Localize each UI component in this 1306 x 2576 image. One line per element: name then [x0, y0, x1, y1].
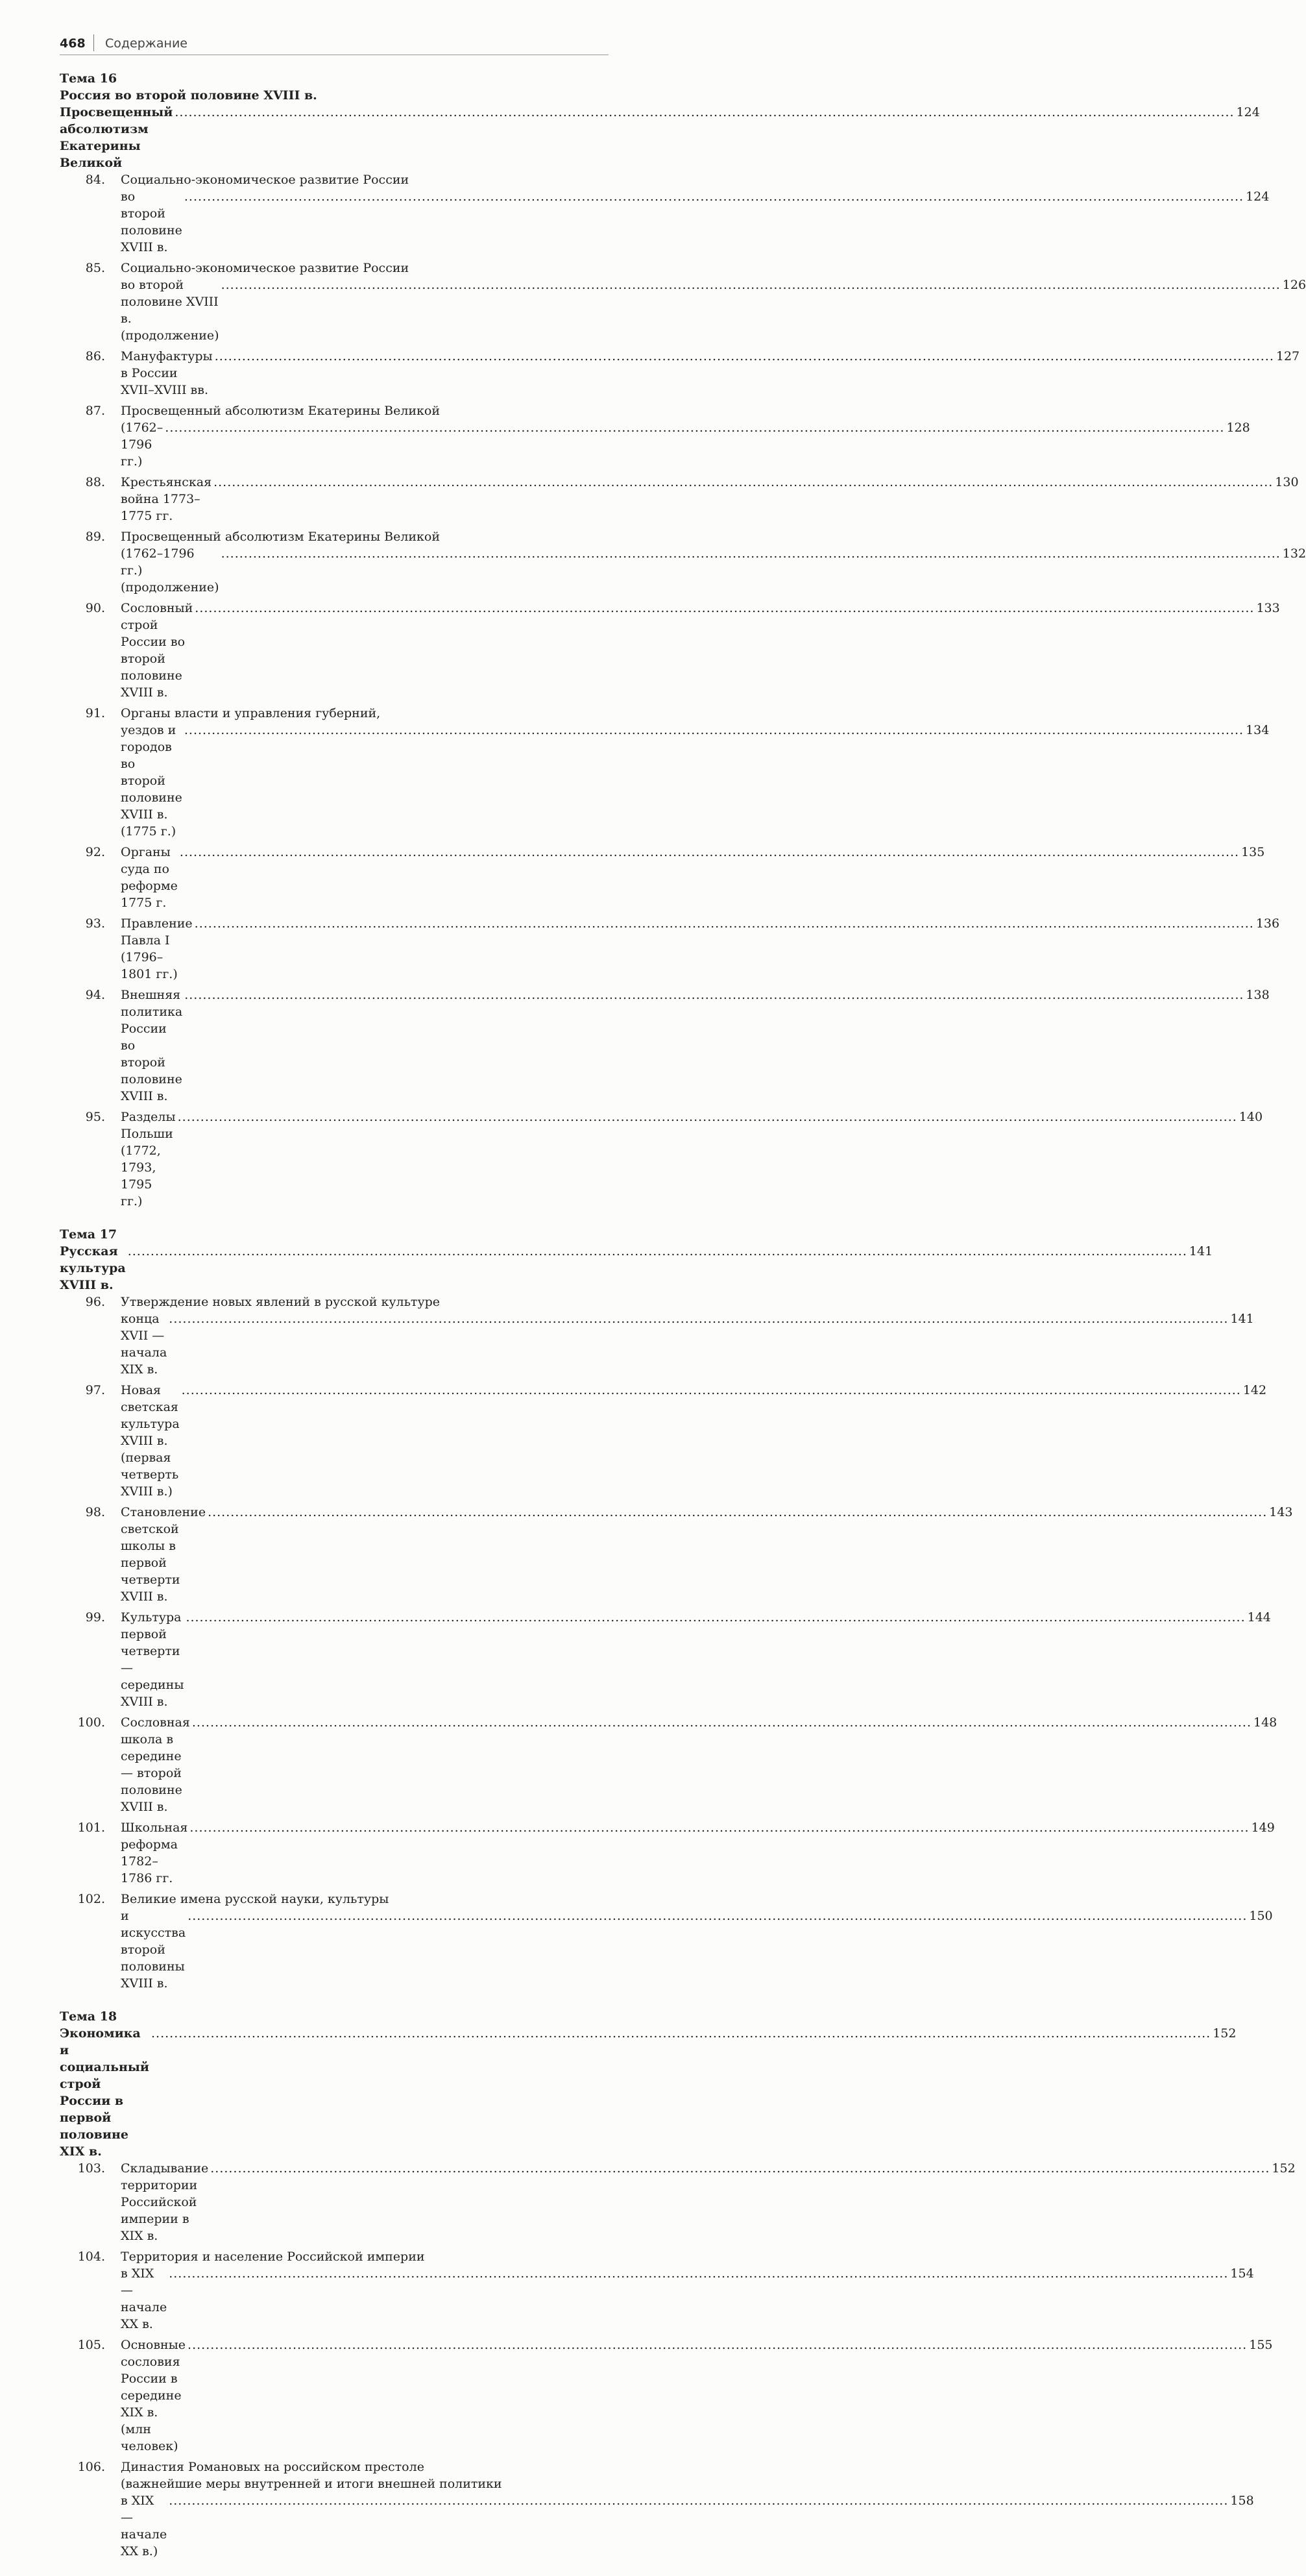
- entry-number: 99.: [85, 1610, 105, 1625]
- toc-entry[interactable]: [60, 705, 1270, 840]
- page-number: 468: [60, 36, 86, 51]
- dot-leader: [213, 474, 1273, 491]
- dot-leader: [187, 1907, 1247, 1924]
- dot-leader: [178, 1109, 1237, 1125]
- dot-leader: [184, 722, 1244, 739]
- dot-leader: [210, 2160, 1270, 2177]
- entry-body: [121, 1714, 1277, 1815]
- toc-entry[interactable]: [60, 1504, 1293, 1605]
- toc-entry[interactable]: [60, 600, 1280, 701]
- dot-leader: [175, 104, 1234, 121]
- entry-number: 105.: [77, 2338, 105, 2352]
- dot-leader: [187, 2337, 1247, 2353]
- entry-page-number: 143: [1269, 1505, 1293, 1519]
- entry-page-number: 133: [1256, 601, 1280, 615]
- table-of-contents: [60, 70, 1306, 2576]
- entry-text-line: Социально-экономическое развитие России: [121, 173, 409, 187]
- dot-leader: [184, 188, 1244, 205]
- topic-page-number: 124: [1236, 105, 1260, 119]
- toc-entry[interactable]: [60, 474, 1299, 524]
- topic-title[interactable]: [60, 104, 1260, 171]
- entry-body: [121, 474, 1299, 524]
- entry-last-line: [121, 474, 1299, 524]
- dot-leader: [195, 600, 1254, 617]
- entry-last-line: [121, 419, 1250, 470]
- dot-leader: [128, 1243, 1187, 1260]
- entry-text: Правление Павла I (1796–1801 гг.): [121, 916, 193, 981]
- entry-text-line: Династия Романовых на российском престоле: [121, 2460, 424, 2474]
- toc-entry[interactable]: [60, 2459, 1254, 2560]
- entry-text: уездов и городов во второй половине XVIII в. (1775 г.): [121, 723, 182, 839]
- entry-last-line: [121, 2265, 1254, 2333]
- entry-number: 92.: [85, 845, 105, 859]
- entry-number: 85.: [85, 261, 105, 275]
- entry-page-number: 127: [1276, 349, 1300, 363]
- entry-page-number: 152: [1272, 2161, 1296, 2176]
- entry-page-number: 158: [1230, 2494, 1254, 2508]
- entry-body: [121, 171, 1269, 256]
- header-divider: [93, 34, 94, 51]
- entry-body: [121, 1891, 1273, 1992]
- toc-entry[interactable]: [60, 844, 1265, 911]
- dot-leader: [221, 545, 1281, 562]
- toc-entry[interactable]: [60, 1609, 1271, 1710]
- entry-text-line: Социально-экономическое развитие России: [121, 261, 409, 275]
- entry-last-line: [121, 1907, 1273, 1992]
- entry-text: Мануфактуры в России XVII–XVIII вв.: [121, 349, 213, 397]
- entry-number: 97.: [85, 1383, 105, 1397]
- entry-number: 100.: [77, 1715, 105, 1730]
- entry-number: 84.: [85, 173, 105, 187]
- entry-text: и искусства второй половины XVIII в.: [121, 1909, 186, 1991]
- toc-entry[interactable]: [60, 987, 1270, 1105]
- entry-text: (1762–1796 гг.) (продолжение): [121, 546, 219, 595]
- entry-text-line: Просвещенный абсолютизм Екатерины Великой: [121, 530, 441, 544]
- topic-label: Тема 18: [60, 2009, 117, 2024]
- entry-text: во второй половине XVIII в.: [121, 190, 182, 254]
- dot-leader: [169, 1310, 1228, 1327]
- entry-text: в XIX — начале XX в.: [121, 2266, 167, 2331]
- entry-page-number: 141: [1230, 1312, 1254, 1326]
- entry-text: Органы суда по реформе 1775 г.: [121, 845, 178, 910]
- entry-body: [121, 705, 1269, 840]
- dot-leader: [192, 1714, 1252, 1731]
- entry-text: в XIX — начале XX в.): [121, 2494, 167, 2558]
- entry-last-line: [121, 2160, 1296, 2244]
- dot-leader: [151, 2025, 1211, 2042]
- entry-number: 93.: [85, 916, 105, 931]
- entry-text: Культура первой четверти — середины XVIII в.: [121, 1610, 184, 1709]
- entry-text: Внешняя политика России во второй половине XVIII в.: [121, 988, 183, 1103]
- entry-number: 98.: [85, 1505, 105, 1519]
- topic-title[interactable]: [60, 2025, 1237, 2160]
- entry-text-line: Великие имена русской науки, культуры: [121, 1892, 389, 1906]
- entry-page-number: 144: [1247, 1610, 1271, 1625]
- entry-last-line: [121, 987, 1270, 1105]
- toc-entry[interactable]: [60, 1382, 1267, 1500]
- toc-entry[interactable]: [60, 2248, 1254, 2333]
- dot-leader: [215, 348, 1274, 365]
- entry-page-number: 128: [1226, 421, 1250, 435]
- entry-number: 90.: [85, 601, 105, 615]
- entry-page-number: 154: [1230, 2266, 1254, 2281]
- topic-section: [60, 70, 1306, 1210]
- entry-body: [121, 2337, 1273, 2455]
- entry-body: [121, 528, 1306, 596]
- entry-page-number: 150: [1249, 1909, 1273, 1923]
- entry-body: [121, 1504, 1293, 1605]
- topic-label: Тема 16: [60, 71, 117, 86]
- entry-text: Сословный строй России во второй половине XVIII в.: [121, 601, 193, 700]
- dot-leader: [208, 1504, 1267, 1521]
- toc-entry[interactable]: [60, 171, 1270, 256]
- entry-number: 101.: [77, 1821, 105, 1835]
- entry-text-line: Территория и население Российской империи: [121, 2250, 425, 2264]
- entry-text: Крестьянская война 1773–1775 гг.: [121, 475, 212, 523]
- entry-text: (1762–1796 гг.): [121, 421, 163, 469]
- topic-title-text: Просвещенный абсолютизм Екатерины Великой: [60, 105, 173, 170]
- topic-page-number: 152: [1213, 2026, 1237, 2041]
- toc-entry[interactable]: [60, 402, 1250, 470]
- entry-number: 87.: [85, 404, 105, 418]
- entry-number: 86.: [85, 349, 105, 363]
- entry-text: Школьная реформа 1782–1786 гг.: [121, 1821, 188, 1885]
- entry-text: Основные сословия России в середине XIX в. (млн человек): [121, 2338, 186, 2453]
- entry-body: [121, 915, 1279, 983]
- entry-last-line: [121, 1609, 1271, 1710]
- toc-entry[interactable]: [60, 915, 1280, 983]
- entry-last-line: [121, 1819, 1275, 1887]
- entry-page-number: 155: [1249, 2338, 1273, 2352]
- entry-number: 89.: [85, 530, 105, 544]
- dot-leader: [169, 2265, 1228, 2282]
- toc-entry[interactable]: [60, 1714, 1277, 1815]
- entry-text: Сословная школа в середине — второй половине XVIII в.: [121, 1715, 190, 1814]
- topic-page-number: 141: [1189, 1244, 1213, 1258]
- entry-last-line: [121, 188, 1269, 256]
- entry-number: 91.: [85, 706, 105, 720]
- toc-entry[interactable]: [60, 2337, 1273, 2455]
- entry-body: [121, 1819, 1275, 1887]
- toc-entry[interactable]: [60, 528, 1306, 596]
- entry-last-line: [121, 1310, 1254, 1378]
- entry-page-number: 142: [1242, 1383, 1267, 1397]
- page-header: [60, 34, 609, 55]
- entry-number: 95.: [85, 1110, 105, 1124]
- entry-text: Становление светской школы в первой четверти XVIII в.: [121, 1505, 206, 1604]
- entry-body: [121, 402, 1250, 470]
- toc-entry[interactable]: [60, 2160, 1296, 2244]
- entry-last-line: [121, 1504, 1293, 1605]
- entry-body: [121, 1609, 1271, 1710]
- toc-entry[interactable]: [60, 348, 1300, 399]
- entry-last-line: [121, 348, 1300, 399]
- entry-last-line: [121, 915, 1279, 983]
- entry-body: [121, 987, 1270, 1105]
- toc-entry[interactable]: [60, 1294, 1254, 1378]
- entry-body: [121, 348, 1300, 399]
- dot-leader: [195, 915, 1254, 932]
- dot-leader: [169, 2492, 1228, 2509]
- entry-text: Новая светская культура XVIII в. (первая четверть XVIII в.): [121, 1383, 180, 1499]
- entry-last-line: [121, 1109, 1263, 1210]
- topic-title[interactable]: [60, 1243, 1213, 1294]
- entry-body: [121, 600, 1280, 701]
- entry-body: [121, 260, 1306, 344]
- entry-body: [121, 1294, 1254, 1378]
- entry-body: [121, 1382, 1266, 1500]
- running-title: Содержание: [105, 36, 187, 51]
- toc-entry[interactable]: [60, 260, 1306, 344]
- entry-text-line: Утверждение новых явлений в русской культуре: [121, 1295, 441, 1309]
- dot-leader: [180, 844, 1239, 861]
- dot-leader: [165, 419, 1224, 436]
- entry-number: 88.: [85, 475, 105, 489]
- topic-section: [60, 2008, 1296, 2560]
- entry-text: во второй половине XVIII в. (продолжение): [121, 278, 219, 343]
- dot-leader: [189, 1819, 1249, 1836]
- entry-last-line: [121, 600, 1280, 701]
- topic-title-text: Экономика и социальный строй России в первой половине XIX в.: [60, 2026, 150, 2159]
- entry-page-number: 132: [1282, 546, 1306, 561]
- entry-last-line: [121, 276, 1306, 344]
- entry-number: 104.: [77, 2250, 105, 2264]
- entry-text-line: Органы власти и управления губерний,: [121, 706, 381, 720]
- topic-title-line: Россия во второй половине XVIII в.: [60, 88, 317, 103]
- toc-entry[interactable]: [60, 1819, 1275, 1887]
- topic-label: Тема 17: [60, 1227, 117, 1242]
- dot-leader: [184, 987, 1244, 1003]
- entry-text: Разделы Польши (1772, 1793, 1795 гг.): [121, 1110, 176, 1208]
- entry-page-number: 149: [1251, 1821, 1275, 1835]
- entry-page-number: 148: [1253, 1715, 1277, 1730]
- entry-page-number: 135: [1241, 845, 1265, 859]
- entry-last-line: [121, 545, 1306, 596]
- entry-body: [121, 1109, 1263, 1210]
- entry-last-line: [121, 844, 1264, 911]
- entry-last-line: [121, 2337, 1273, 2455]
- entry-last-line: [121, 1714, 1277, 1815]
- toc-entry[interactable]: [60, 1109, 1263, 1210]
- entry-body: [121, 2459, 1254, 2560]
- entry-number: 103.: [77, 2161, 105, 2176]
- topic-title-text: Русская культура XVIII в.: [60, 1244, 126, 1292]
- dot-leader: [221, 276, 1281, 293]
- entry-body: [121, 2248, 1254, 2333]
- entry-text-line: (важнейшие меры внутренней и итоги внешней политики: [121, 2477, 502, 2491]
- entry-last-line: [121, 2492, 1254, 2560]
- entry-page-number: 130: [1275, 475, 1299, 489]
- entry-page-number: 138: [1246, 988, 1270, 1002]
- entry-body: [121, 844, 1264, 911]
- entry-number: 96.: [85, 1295, 105, 1309]
- topic-section: [60, 1226, 1293, 1992]
- dot-leader: [186, 1609, 1245, 1626]
- entry-page-number: 126: [1282, 278, 1306, 292]
- entry-text: Складывание территории Российской империи в XIX в.: [121, 2161, 209, 2243]
- entry-last-line: [121, 722, 1269, 840]
- entry-page-number: 140: [1239, 1110, 1263, 1124]
- dot-leader: [182, 1382, 1241, 1399]
- entry-body: [121, 2160, 1296, 2244]
- entry-page-number: 124: [1246, 190, 1270, 204]
- entry-page-number: 134: [1246, 723, 1270, 737]
- toc-entry[interactable]: [60, 1891, 1273, 1992]
- entry-number: 94.: [85, 988, 105, 1002]
- entry-last-line: [121, 1382, 1266, 1500]
- entry-number: 102.: [77, 1892, 105, 1906]
- entry-number: 106.: [77, 2460, 105, 2474]
- entry-page-number: 136: [1255, 916, 1280, 931]
- entry-text-line: Просвещенный абсолютизм Екатерины Великой: [121, 404, 441, 418]
- entry-text: конца XVII — начала XIX в.: [121, 1312, 167, 1377]
